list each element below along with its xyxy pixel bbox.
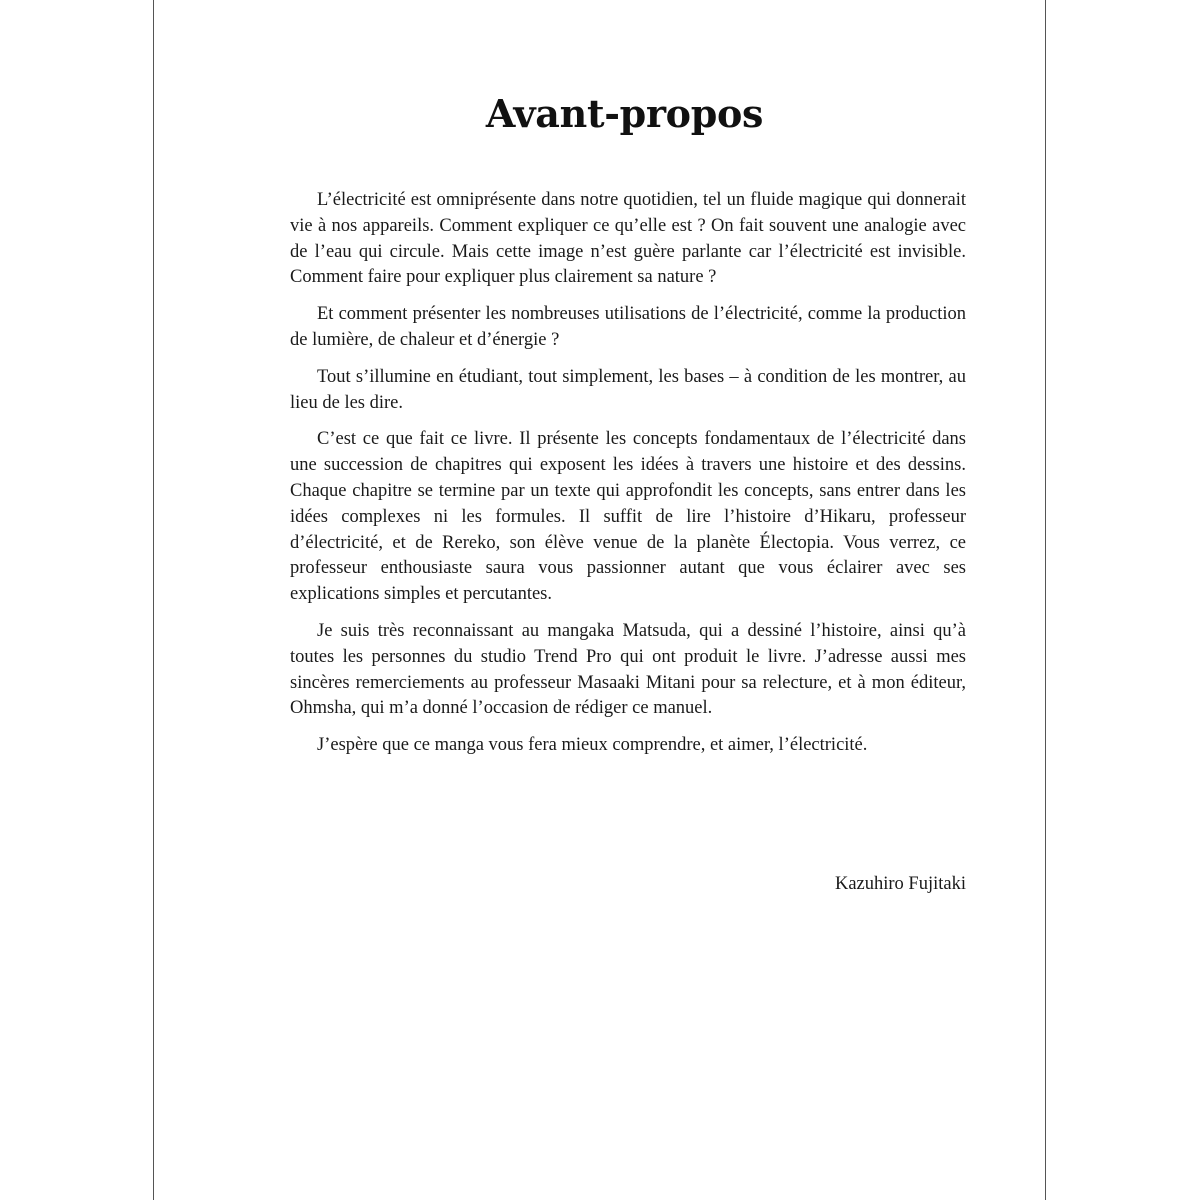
paragraph: L’électricité est omniprésente dans notre quotidien, tel un fluide magique qui donnerait vie à nos appareils. Comment expliquer ce qu’elle est ? On fait souvent une analogie avec de l’eau qui circule. Mais cette image n’est guère parlante car l’électricité est invisible. Comment faire pour expliquer plus clairement sa nature ? (290, 190, 966, 288)
paragraph: Je suis très reconnaissant au mangaka Matsuda, qui a dessiné l’histoire, ainsi qu’à toutes les personnes du studio Trend Pro qui ont produit le livre. J’adresse aussi mes sincères remerciements au professeur Masaaki Mitani pour sa relecture, et à mon éditeur, Ohmsha, qui m’a donné l’occasion de rédiger ce manuel. (290, 620, 966, 719)
page-title: Avant-propos (485, 91, 764, 136)
foreword-body (290, 188, 966, 770)
book-page (153, 0, 1046, 1200)
paragraph: Tout s’illumine en étudiant, tout simplement, les bases – à condition de les montrer, au lieu de les dire. (290, 366, 966, 413)
paragraph: J’espère que ce manga vous fera mieux comprendre, et aimer, l’électricité. (317, 735, 868, 756)
paragraph: Et comment présenter les nombreuses utilisations de l’électricité, comme la production de lumière, de chaleur et d’énergie ? (290, 304, 966, 350)
paragraph: C’est ce que fait ce livre. Il présente les concepts fondamentaux de l’électricité dans une succession de chapitres qui exposent les idées à travers une histoire et des dessins. Chaque chapitre se termine par un texte qui approfondit les concepts, sans entrer dans les idées complexes ni les formules. Il suffit de lire l’histoire d’Hikaru, professeur d’électricité, et de Rereko, son élève venue de la planète Électopia. Vous verrez, ce professeur enthousiaste saura vous passionner autant que vous éclairer avec ses explications simples et percutantes. (290, 429, 966, 605)
author-signature: Kazuhiro Fujitaki (834, 874, 966, 894)
